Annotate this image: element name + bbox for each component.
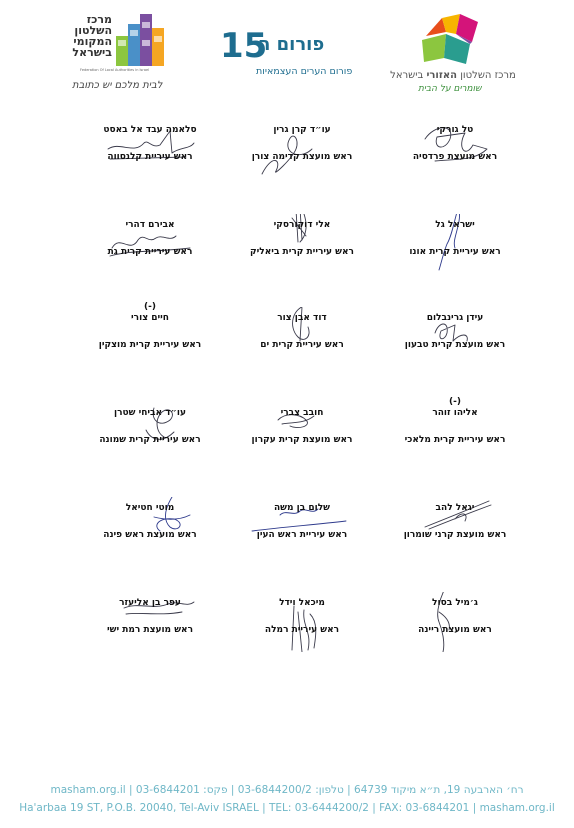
signatory-block bbox=[227, 408, 377, 488]
signatory-name: עידן גרינבלום bbox=[426, 313, 484, 323]
signatory-name: סלאמה עבד אל באסט bbox=[103, 125, 197, 135]
signatory-block bbox=[380, 313, 530, 393]
signatory-block bbox=[227, 313, 377, 393]
signatory-block bbox=[227, 220, 377, 300]
signatory-block bbox=[75, 302, 225, 393]
signatory-name: מוטי חטיאל bbox=[125, 503, 175, 513]
signatory-dash: (-) bbox=[144, 302, 156, 312]
forum-15-logo bbox=[218, 28, 353, 83]
signatory-title: ראש עיריית קרית ים bbox=[260, 340, 344, 350]
signatory-title: ראש מועצת קדימה צורן bbox=[251, 152, 353, 162]
signatory-dash: (-) bbox=[449, 397, 461, 407]
building-blocks-icon bbox=[112, 14, 172, 76]
signatory-block bbox=[75, 408, 225, 488]
signatory-name: עפר בן אליעזר bbox=[119, 598, 181, 608]
signatory-title: ראש עיריית קרית שמונה bbox=[99, 435, 201, 445]
logo-right-title: מרכז השלטון האזורי בישראל bbox=[390, 70, 516, 81]
signatory-title: ראש מועצת קרית טבעון bbox=[404, 340, 506, 350]
signatory-title: ראש עיריית קרית מלאכי bbox=[404, 435, 506, 445]
signatory-name: עו״ד אביחי שטרן bbox=[114, 408, 186, 418]
signatory-name: דוד אבן צור bbox=[277, 313, 327, 323]
signatory-name: אבירם דהרי bbox=[125, 220, 175, 230]
forum-15-subtitle: פורום הערים העצמאיות bbox=[256, 66, 353, 77]
signatory-title: ראש עיריית קלנסווה bbox=[107, 152, 193, 162]
signatory-name: שלום בן משה bbox=[274, 503, 330, 513]
signatory-block bbox=[380, 503, 530, 583]
footer-address-english: Ha'arbaa 19 ST, P.O.B. 20040, Tel-Aviv ISRAEL | TEL: 03-6444200/2 | FAX: 03-6844201 | masham.org.il bbox=[19, 802, 555, 814]
signatory-title: ראש עיריית קרית מוצקין bbox=[98, 340, 202, 350]
signatory-name: יגאל להב bbox=[435, 503, 475, 513]
signatory-block bbox=[75, 125, 225, 205]
logo-left-tagline: לבית מלכם יש כתובת bbox=[72, 80, 163, 91]
signatory-name: אלי דוקורסקי bbox=[273, 220, 331, 230]
signatory-title: ראש מועצת רמת ישי bbox=[106, 625, 194, 635]
signatory-name: ישראל גל bbox=[435, 220, 475, 230]
signatory-block bbox=[380, 397, 530, 488]
forum-15-title: פורום ה bbox=[258, 34, 325, 55]
signatory-block bbox=[380, 220, 530, 300]
signatory-block bbox=[75, 220, 225, 300]
signatory-title: ראש עיריית קרית גת bbox=[107, 247, 193, 257]
signatory-name: חיים צורי bbox=[131, 313, 169, 323]
signatory-title: ראש עיריית ראש העין bbox=[256, 530, 348, 540]
signatory-block bbox=[380, 125, 530, 205]
signatory-title: ראש עיריית קרית ביאליק bbox=[250, 247, 354, 257]
signatory-block bbox=[75, 598, 225, 678]
house-mosaic-icon bbox=[416, 12, 486, 70]
footer-address-hebrew: רח׳ הארבעה 19, ת״א מיקוד 64739 | טלפון: 03-6844200/2 | פקס: 03-6844201 | masham.org.il bbox=[50, 784, 524, 796]
signatory-title: ראש מועצת קרני שומרון bbox=[403, 530, 507, 540]
signatory-name: טל גורקי bbox=[436, 125, 474, 135]
signatory-block bbox=[227, 598, 377, 678]
signatory-name: ג׳מיל בסול bbox=[432, 598, 478, 608]
signatory-block bbox=[380, 598, 530, 678]
signatory-title: ראש מועצת פרדסיה bbox=[412, 152, 498, 162]
regional-council-center-logo bbox=[388, 12, 518, 97]
signatory-name: אליהו זוהר bbox=[432, 408, 478, 418]
signatory-title: ראש מועצת ריינה bbox=[418, 625, 492, 635]
signatory-title: ראש מועצת ראש פינה bbox=[103, 530, 197, 540]
forum-15-number: 15 bbox=[220, 26, 268, 66]
logo-left-small: Federation Of Local Authorities in Israel bbox=[80, 68, 150, 72]
logo-right-tagline: שומרים על הבית bbox=[418, 84, 482, 94]
local-authorities-federation-logo bbox=[60, 12, 190, 97]
signatory-block bbox=[227, 125, 377, 205]
signatory-title: ראש עיריית קרית אונו bbox=[409, 247, 501, 257]
signatory-name: חובב צברי bbox=[280, 408, 324, 418]
signatory-block bbox=[75, 503, 225, 583]
signatory-name: עו״ד קרן גרין bbox=[273, 125, 331, 135]
signatory-title: ראש מועצת קרית עקרון bbox=[251, 435, 353, 445]
signatory-name: מיכאל וידל bbox=[279, 598, 325, 608]
signatory-block bbox=[227, 503, 377, 583]
signatory-title: ראש עיריית רמלה bbox=[264, 625, 340, 635]
logo-left-title: מרכז השלטון המקומי בישראל bbox=[72, 13, 112, 59]
